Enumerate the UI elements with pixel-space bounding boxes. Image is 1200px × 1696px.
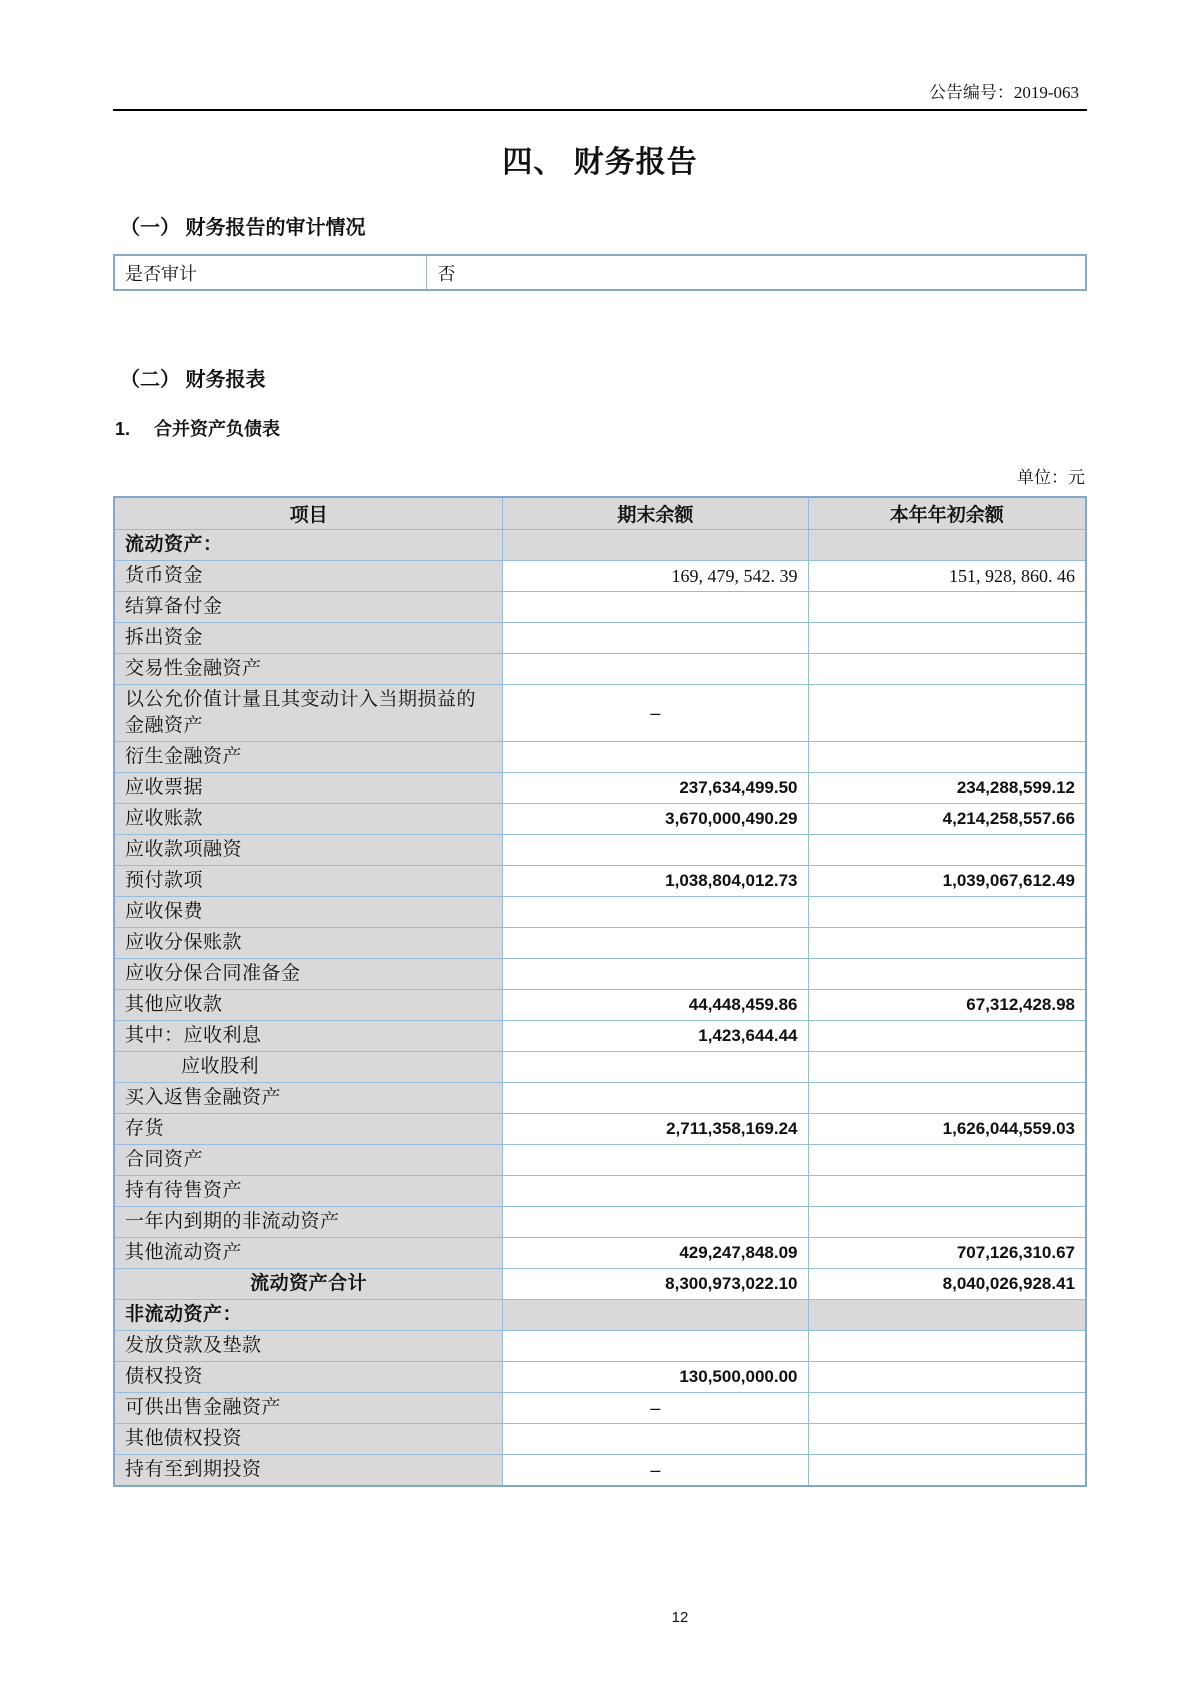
balance-sheet-header-row [114, 497, 1086, 530]
item-cell: 持有至到期投资 [114, 1455, 503, 1487]
item-cell: 可供出售金融资产 [114, 1393, 503, 1424]
table-row [114, 561, 1086, 592]
page-number: 12 [671, 1609, 689, 1626]
table-row [114, 773, 1086, 804]
closing-balance-cell [503, 959, 808, 990]
opening-balance-cell [808, 897, 1086, 928]
section-heading-statements: （二） 财务报表 [120, 369, 266, 391]
table-row [114, 1424, 1086, 1455]
closing-balance-cell [503, 592, 808, 623]
header-rule [113, 109, 1087, 111]
audit-table [113, 254, 1087, 291]
closing-balance-cell: 169, 479, 542. 39 [503, 561, 808, 592]
item-cell: 结算备付金 [114, 592, 503, 623]
table-row [114, 1362, 1086, 1393]
opening-balance-cell [808, 1176, 1086, 1207]
item-cell: 应收款项融资 [114, 835, 503, 866]
table-row [114, 959, 1086, 990]
closing-balance-cell: 3,670,000,490.29 [503, 804, 808, 835]
closing-balance-cell: 1,423,644.44 [503, 1021, 808, 1052]
opening-balance-cell [808, 1424, 1086, 1455]
opening-balance-cell: 1,039,067,612.49 [808, 866, 1086, 897]
item-cell: 衍生金融资产 [114, 742, 503, 773]
closing-balance-cell [503, 928, 808, 959]
table-row [114, 1207, 1086, 1238]
opening-balance-cell [808, 742, 1086, 773]
opening-balance-cell [808, 1362, 1086, 1393]
opening-balance-cell [808, 530, 1086, 561]
item-cell: 以公允价值计量且其变动计入当期损益的金融资产 [114, 685, 503, 742]
opening-balance-cell [808, 1083, 1086, 1114]
opening-balance-cell [808, 1207, 1086, 1238]
item-cell: 持有待售资产 [114, 1176, 503, 1207]
table-row [114, 897, 1086, 928]
item-cell: 拆出资金 [114, 623, 503, 654]
item-cell: 一年内到期的非流动资产 [114, 1207, 503, 1238]
item-cell: 其中：应收利息 [114, 1021, 503, 1052]
item-cell: 流动资产： [114, 530, 503, 561]
closing-balance-cell: 429,247,848.09 [503, 1238, 808, 1269]
audit-table-row [114, 255, 1086, 290]
opening-balance-cell [808, 685, 1086, 742]
opening-balance-cell [808, 654, 1086, 685]
item-cell: 发放贷款及垫款 [114, 1331, 503, 1362]
closing-balance-cell: – [503, 685, 808, 742]
table-row [114, 1238, 1086, 1269]
table-row [114, 1145, 1086, 1176]
item-cell: 流动资产合计 [114, 1269, 503, 1300]
opening-balance-cell [808, 1021, 1086, 1052]
closing-balance-cell [503, 623, 808, 654]
item-cell: 预付款项 [114, 866, 503, 897]
opening-balance-cell [808, 959, 1086, 990]
table-row [114, 835, 1086, 866]
table-row [114, 654, 1086, 685]
opening-balance-cell: 151, 928, 860. 46 [808, 561, 1086, 592]
closing-balance-cell [503, 835, 808, 866]
table-row [114, 1331, 1086, 1362]
closing-balance-cell: 237,634,499.50 [503, 773, 808, 804]
closing-balance-cell: 8,300,973,022.10 [503, 1269, 808, 1300]
item-cell: 债权投资 [114, 1362, 503, 1393]
opening-balance-cell [808, 1052, 1086, 1083]
item-cell: 应收分保账款 [114, 928, 503, 959]
opening-balance-cell: 234,288,599.12 [808, 773, 1086, 804]
table-row [114, 1052, 1086, 1083]
table-row [114, 742, 1086, 773]
document-page [113, 0, 1087, 1626]
item-cell: 其他债权投资 [114, 1424, 503, 1455]
item-cell: 应收票据 [114, 773, 503, 804]
closing-balance-cell [503, 1331, 808, 1362]
closing-balance-cell: – [503, 1393, 808, 1424]
opening-balance-cell: 4,214,258,557.66 [808, 804, 1086, 835]
section-heading-audit: （一） 财务报告的审计情况 [120, 217, 366, 239]
closing-balance-cell [503, 1052, 808, 1083]
closing-balance-cell: – [503, 1455, 808, 1487]
table-row [114, 685, 1086, 742]
document-header [113, 82, 1087, 104]
table-row [114, 530, 1086, 561]
table-row [114, 1176, 1086, 1207]
announcement-number: 公告编号：2019-063 [928, 83, 1079, 102]
opening-balance-cell [808, 835, 1086, 866]
item-cell: 其他应收款 [114, 990, 503, 1021]
closing-balance-cell [503, 1145, 808, 1176]
statement-item-number: 1. [115, 419, 131, 439]
column-header-closing-balance: 期末余额 [503, 497, 808, 530]
item-cell: 合同资产 [114, 1145, 503, 1176]
closing-balance-cell [503, 897, 808, 928]
table-row [114, 1269, 1086, 1300]
opening-balance-cell: 8,040,026,928.41 [808, 1269, 1086, 1300]
item-cell: 存货 [114, 1114, 503, 1145]
audit-answer-cell: 否 [427, 255, 1086, 290]
item-cell: 买入返售金融资产 [114, 1083, 503, 1114]
closing-balance-cell [503, 1176, 808, 1207]
table-row [114, 1455, 1086, 1487]
item-cell: 应收保费 [114, 897, 503, 928]
table-row [114, 623, 1086, 654]
closing-balance-cell [503, 742, 808, 773]
statement-item-heading [115, 415, 1087, 441]
item-cell: 货币资金 [114, 561, 503, 592]
opening-balance-cell: 707,126,310.67 [808, 1238, 1086, 1269]
table-row [114, 990, 1086, 1021]
closing-balance-cell [503, 1207, 808, 1238]
closing-balance-cell: 2,711,358,169.24 [503, 1114, 808, 1145]
column-header-opening-balance: 本年年初余额 [808, 497, 1086, 530]
opening-balance-cell [808, 928, 1086, 959]
unit-note: 单位：元 [1017, 468, 1085, 487]
opening-balance-cell: 1,626,044,559.03 [808, 1114, 1086, 1145]
closing-balance-cell [503, 1300, 808, 1331]
item-cell: 非流动资产： [114, 1300, 503, 1331]
item-cell: 其他流动资产 [114, 1238, 503, 1269]
table-row [114, 804, 1086, 835]
table-row [114, 866, 1086, 897]
table-row [114, 1300, 1086, 1331]
audit-question-cell: 是否审计 [114, 255, 427, 290]
closing-balance-cell [503, 530, 808, 561]
opening-balance-cell [808, 1393, 1086, 1424]
closing-balance-cell [503, 1083, 808, 1114]
balance-sheet-body [114, 530, 1086, 1487]
closing-balance-cell: 130,500,000.00 [503, 1362, 808, 1393]
table-row [114, 1393, 1086, 1424]
closing-balance-cell [503, 654, 808, 685]
item-cell: 交易性金融资产 [114, 654, 503, 685]
statement-item-title: 合并资产负债表 [154, 419, 281, 439]
opening-balance-cell: 67,312,428.98 [808, 990, 1086, 1021]
closing-balance-cell: 44,448,459.86 [503, 990, 808, 1021]
opening-balance-cell [808, 1145, 1086, 1176]
opening-balance-cell [808, 1300, 1086, 1331]
table-row [114, 1083, 1086, 1114]
opening-balance-cell [808, 592, 1086, 623]
item-cell: 应收股利 [114, 1052, 503, 1083]
item-cell: 应收账款 [114, 804, 503, 835]
item-cell: 应收分保合同准备金 [114, 959, 503, 990]
balance-sheet-table [113, 496, 1087, 1487]
closing-balance-cell [503, 1424, 808, 1455]
table-row [114, 592, 1086, 623]
opening-balance-cell [808, 1455, 1086, 1487]
table-row [114, 1114, 1086, 1145]
table-row [114, 1021, 1086, 1052]
page-title: 四、 财务报告 [502, 146, 698, 179]
opening-balance-cell [808, 1331, 1086, 1362]
opening-balance-cell [808, 623, 1086, 654]
closing-balance-cell: 1,038,804,012.73 [503, 866, 808, 897]
table-row [114, 928, 1086, 959]
column-header-item: 项目 [114, 497, 503, 530]
